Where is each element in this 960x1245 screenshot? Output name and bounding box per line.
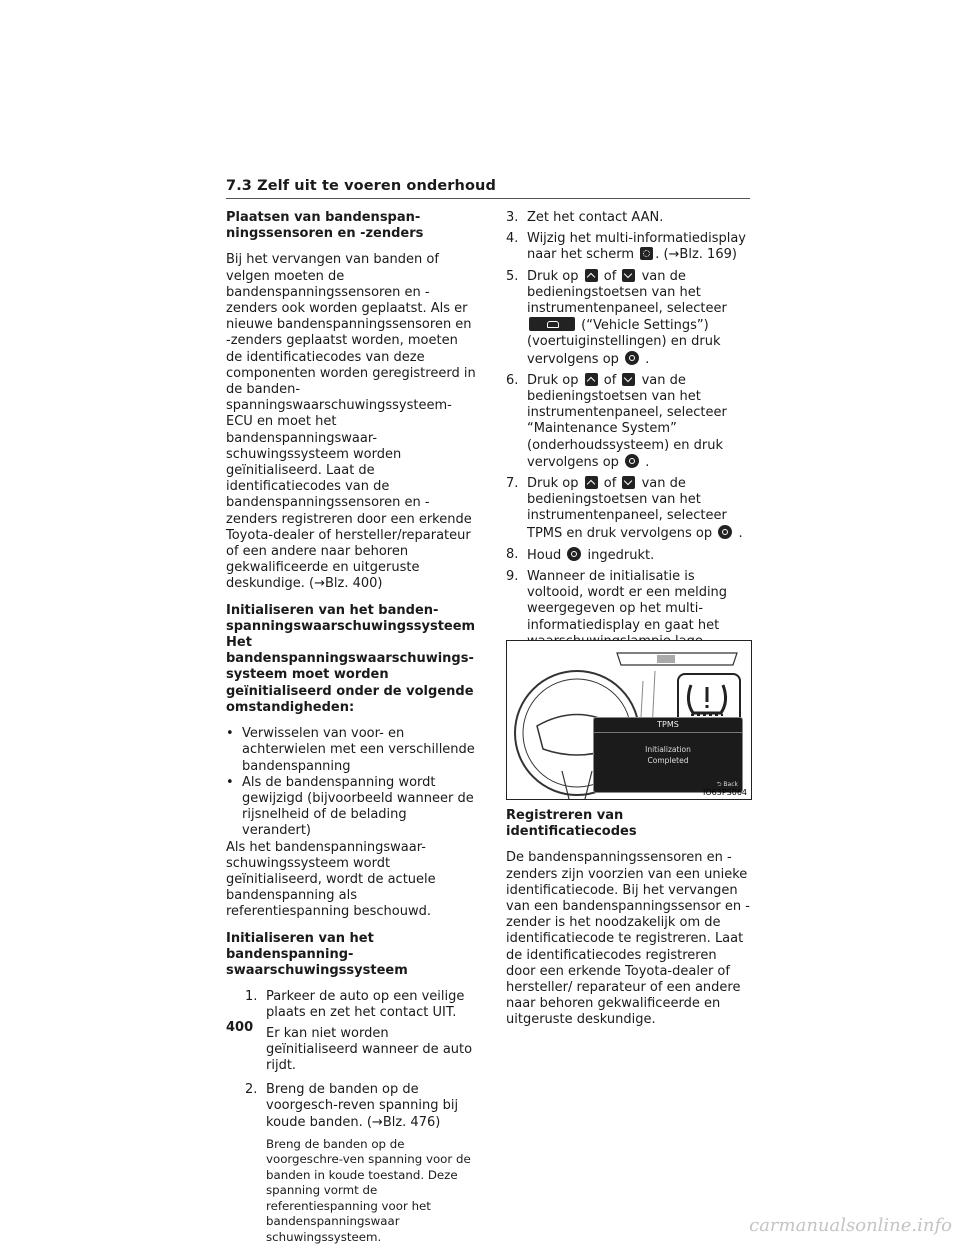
ok-button-icon bbox=[625, 351, 639, 365]
chevron-down-icon bbox=[622, 476, 635, 489]
settings-screen-icon bbox=[640, 247, 653, 260]
multi-information-display bbox=[593, 717, 743, 793]
section-header-title: 7.3 Zelf uit te voeren onderhoud bbox=[226, 178, 496, 194]
figure-code: IO63PS064 bbox=[702, 788, 747, 797]
ok-button-icon bbox=[625, 454, 639, 468]
paragraph-sensor-placement: Bij het vervangen van banden of velgen moeten de bandenspanningssensoren en -zenders ook worden geplaatst. Als er nieuwe bandenspanningssensoren en -zenders geplaatst worden, moeten de identificatiecodes van deze componenten worden geregistreerd in de banden-spanningswaarschuwingssysteem-ECU en moet het bandenspanningswaar-schuwingssysteem worden geïnitialiseerd. Laat de identificatiecodes van de bandenspanningssensoren en -zenders registreren door een erkende Toyota-dealer of hersteller/reparateur of een andere naar behoren gekwalificeerde en uitgeruste deskundige. (→Blz. 400) bbox=[226, 252, 476, 592]
page-header bbox=[226, 178, 750, 199]
bullet-item: • Verwisselen van voor- en achterwielen met een verschillende bandenspanning bbox=[226, 726, 475, 774]
header-divider bbox=[226, 198, 750, 199]
chevron-down-icon bbox=[622, 373, 635, 386]
chevron-up-icon bbox=[585, 373, 598, 386]
watermark: carmanualsonline.info bbox=[749, 1215, 952, 1236]
tpms-illustration bbox=[506, 640, 752, 800]
right-column bbox=[506, 210, 750, 671]
page-number: 400 bbox=[226, 1020, 254, 1035]
step-list-left bbox=[226, 989, 476, 1245]
heading-sensor-placement: Plaatsen van bandenspan-ningssensoren en -zenders bbox=[226, 210, 424, 242]
ok-button-icon bbox=[718, 525, 732, 539]
paragraph-register-codes: De bandenspanningssensoren en -zenders zijn voorzien van een unieke identificatiecode. Bij het vervangen van een bandenspanningssensor en -zender is het noodzakelijk om de identificatiecode te registreren. Laat de identificatiecodes registreren door een erkende Toyota-dealer of hersteller/ reparateur of een andere naar behoren gekwalificeerde en uitgeruste deskundige. bbox=[506, 850, 750, 1028]
heading-initialize-procedure: Initialiseren van het bandenspanning-swaarschuwingssysteem bbox=[226, 930, 408, 978]
step-2-note: Breng de banden op de voorgeschre-ven spanning voor de banden in koude toestand. Deze spanning vormt de referentiespanning voor het bandenspanningswaar schuwingssysteem. bbox=[266, 1136, 471, 1244]
heading-initialize-conditions: Initialiseren van het banden-spanningswaarschuwingssysteem Het bandenspanningswaarschuwings-systeem moet worden geïnitialiseerd onder de volgende omstandigheden: bbox=[226, 602, 476, 715]
chevron-down-icon bbox=[622, 269, 635, 282]
screen-back-label: ⮌ Back bbox=[716, 781, 738, 788]
vehicle-settings-icon bbox=[529, 317, 575, 331]
step-7: 7. Druk op of van de bedieningstoetsen van het instrumentenpaneel, selecteer TPMS en druk vervolgens op . bbox=[506, 476, 743, 541]
paragraph-reference-pressure: Als het bandenspanningswaar-schuwingssysteem wordt geïnitialiseerd, wordt de actuele bandenspanning als referentiespanning beschouwd. bbox=[226, 839, 436, 920]
right-column-lower bbox=[506, 808, 750, 1039]
screen-message: Initialization Completed bbox=[645, 745, 691, 765]
screen-title: TPMS bbox=[594, 718, 742, 733]
back-arrow-icon: ⮌ bbox=[716, 781, 722, 788]
left-column bbox=[226, 210, 476, 1245]
step-2: 2. Breng de banden op de voorgesch-reven spanning bij koude banden. (→Blz. 476) bbox=[245, 1082, 459, 1130]
bullet-item: • Als de bandenspanning wordt gewijzigd (bijvoorbeeld wanneer de rijsnelheid of de belading verandert) bbox=[226, 774, 474, 839]
step-1-subtext: Er kan niet worden geïnitialiseerd wanneer de auto rijdt. bbox=[266, 1025, 473, 1073]
chevron-up-icon bbox=[585, 269, 598, 282]
chevron-up-icon bbox=[585, 476, 598, 489]
step-4: 4. Wijzig het multi-informatiedisplay naar het scherm . (→Blz. 169) bbox=[506, 231, 746, 263]
ok-button-icon bbox=[567, 547, 581, 561]
step-1: 1. Parkeer de auto op een veilige plaats en zet het contact UIT. bbox=[245, 989, 465, 1021]
step-9: 9. Wanneer de initialisatie is voltooid, wordt er een melding weergegeven op het multi-informatiedisplay en gaat het bbox=[506, 569, 728, 633]
step-3: 3. Zet het contact AAN. bbox=[506, 210, 664, 225]
heading-register-codes: Registreren van identificatiecodes bbox=[506, 808, 637, 840]
step-5: 5. Druk op of van de bedieningstoetsen van het instrumentenpaneel, selecteer (“Vehicle Settings”) (voertuiginstellingen) en druk vervolgens op . bbox=[506, 268, 727, 367]
step-6: 6. Druk op of van de bedieningstoetsen van het instrumentenpaneel, selecteer “Maintenance System” (onderhoudssysteem) en druk vervolgens op . bbox=[506, 372, 727, 470]
step-8: 8. Houd ingedrukt. bbox=[506, 546, 655, 563]
